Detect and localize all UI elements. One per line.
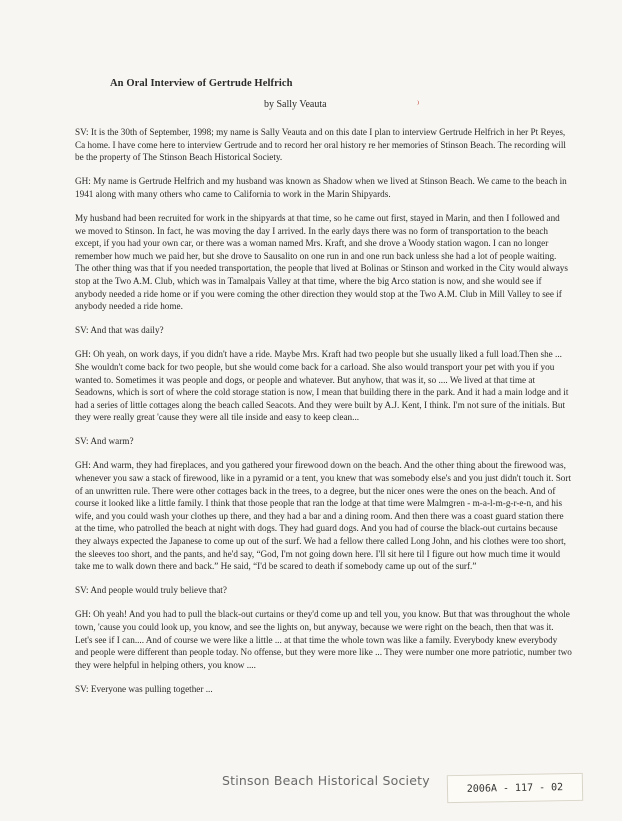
paragraph: GH: Oh yeah! And you had to pull the black-out curtains or they'd come up and tell you, you know. But that was throughout the whole town, 'cause you could look up, you know, and see the lights on, but anyway, because we were right on the beach, then that was it. Let's see if I can.... And of course we were like a little ... at that time the whole town was like a family. Everybody knew everybody and people were different than people today. No offense, but they were more like ... They were number one more patriotic, number two they were helpful in helping others, you know ....	[75, 609, 572, 670]
paragraph: GH: My name is Gertrude Helfrich and my husband was known as Shadow when we lived at Stinson Beach. We came to the beach in 1941 along with many others who came to California to work in the Marin Shipyards.	[75, 176, 567, 199]
accession-number-label: 2006A - 117 - 02	[447, 773, 583, 803]
paragraph: GH: And warm, they had fireplaces, and you gathered your firewood down on the beach. And the other thing about the firewood was, whenever you saw a stack of firewood, like in a pyramid or a tent, you knew that was somebody else's and you just didn't touch it. Sort of an unwritten rule. There were other cottages back in the trees, to a degree, but the nicer ones were the ones on the beach. And of course it looked like a little family. I think that those people that ran the lodge at that time were Malmgren - m-a-l-m-g-r-e-n, and his wife, and you could wash your clothes up there, and they had a bar and a dining room. And then there was a coast guard station there at the time, who patrolled the beach at night with dogs. They had guard dogs. And you had of course the black-out curtains because they always expected the Japanese to come up out of the surf. We had a fellow there called Long John, and his clothes were too short, the sleeves too short, and the pants, and he'd say, “God, I'm not going down here. I'll sit here til I figure out how much time it would take me to walk down there and back.” He said, “I'd be scared to death if somebody came up out of the surf.”	[75, 460, 572, 572]
document-body	[75, 126, 572, 707]
document-byline: by Sally Veauta	[264, 99, 327, 110]
paragraph: SV: And people would truly believe that?	[75, 585, 227, 596]
paragraph: SV: It is the 30th of September, 1998; my name is Sally Veauta and on this date I plan to interview Gertrude Helfrich in her Pt Reyes, Ca home. I have come here to interview Gertrude and to record her oral history re her memories of Stinson Beach. The recording will be the property of The Stinson Beach Historical Society.	[75, 127, 566, 163]
document-title: An Oral Interview of Gertrude Helfrich	[110, 78, 293, 89]
red-ink-mark-icon: ⁾	[417, 99, 420, 109]
paragraph: SV: Everyone was pulling together ...	[75, 683, 213, 694]
paragraph: SV: And warm?	[75, 436, 134, 447]
footer-institution: Stinson Beach Historical Society	[222, 773, 430, 788]
paragraph: My husband had been recruited for work in the shipyards at that time, so he came out first, stayed in Marin, and then I followed and we moved to Stinson. In fact, he was moving the day I arrived. In the early days there was no form of transportation to the beach except, if you had your own car, or there was a woman named Mrs. Kraft, and she drove a Woody station wagon. I can no longer remember how much we paid her, but she drove to Sausalito on one run in and one run back unless she had a lot of people waiting. The other thing was that if you needed transportation, the people that lived at Bolinas or Stinson and worked in the City would always stop at the Two A.M. Club, which was in Tamalpais Valley at that time, where the big Arco station is now, and she would see if anybody needed a ride home or if you were coming the other direction they would stop at the Two A.M. Club in Mill Valley to see if anybody needed a ride home.	[75, 212, 568, 312]
paragraph: GH: Oh yeah, on work days, if you didn't have a ride. Maybe Mrs. Kraft had two people but she usually liked a full load.Then she ... She wouldn't come back for two people, but she would come back for a carload. She also would transport your pet with you if you wanted to. Sometimes it was people and dogs, or people and whatever. But anyhow, that was it, so .... We lived at that time at Seadowns, which is sort of where the cold storage station is now, I mean that building there in the park. And it had a main lodge and it had a series of little cottages along the beach called Seacots. And they were built by A.J. Kent, I think. I'm not sure of the initials. But they were really great 'cause they were all tile inside and easy to keep clean...	[75, 349, 569, 423]
paragraph: SV: And that was daily?	[75, 325, 164, 336]
